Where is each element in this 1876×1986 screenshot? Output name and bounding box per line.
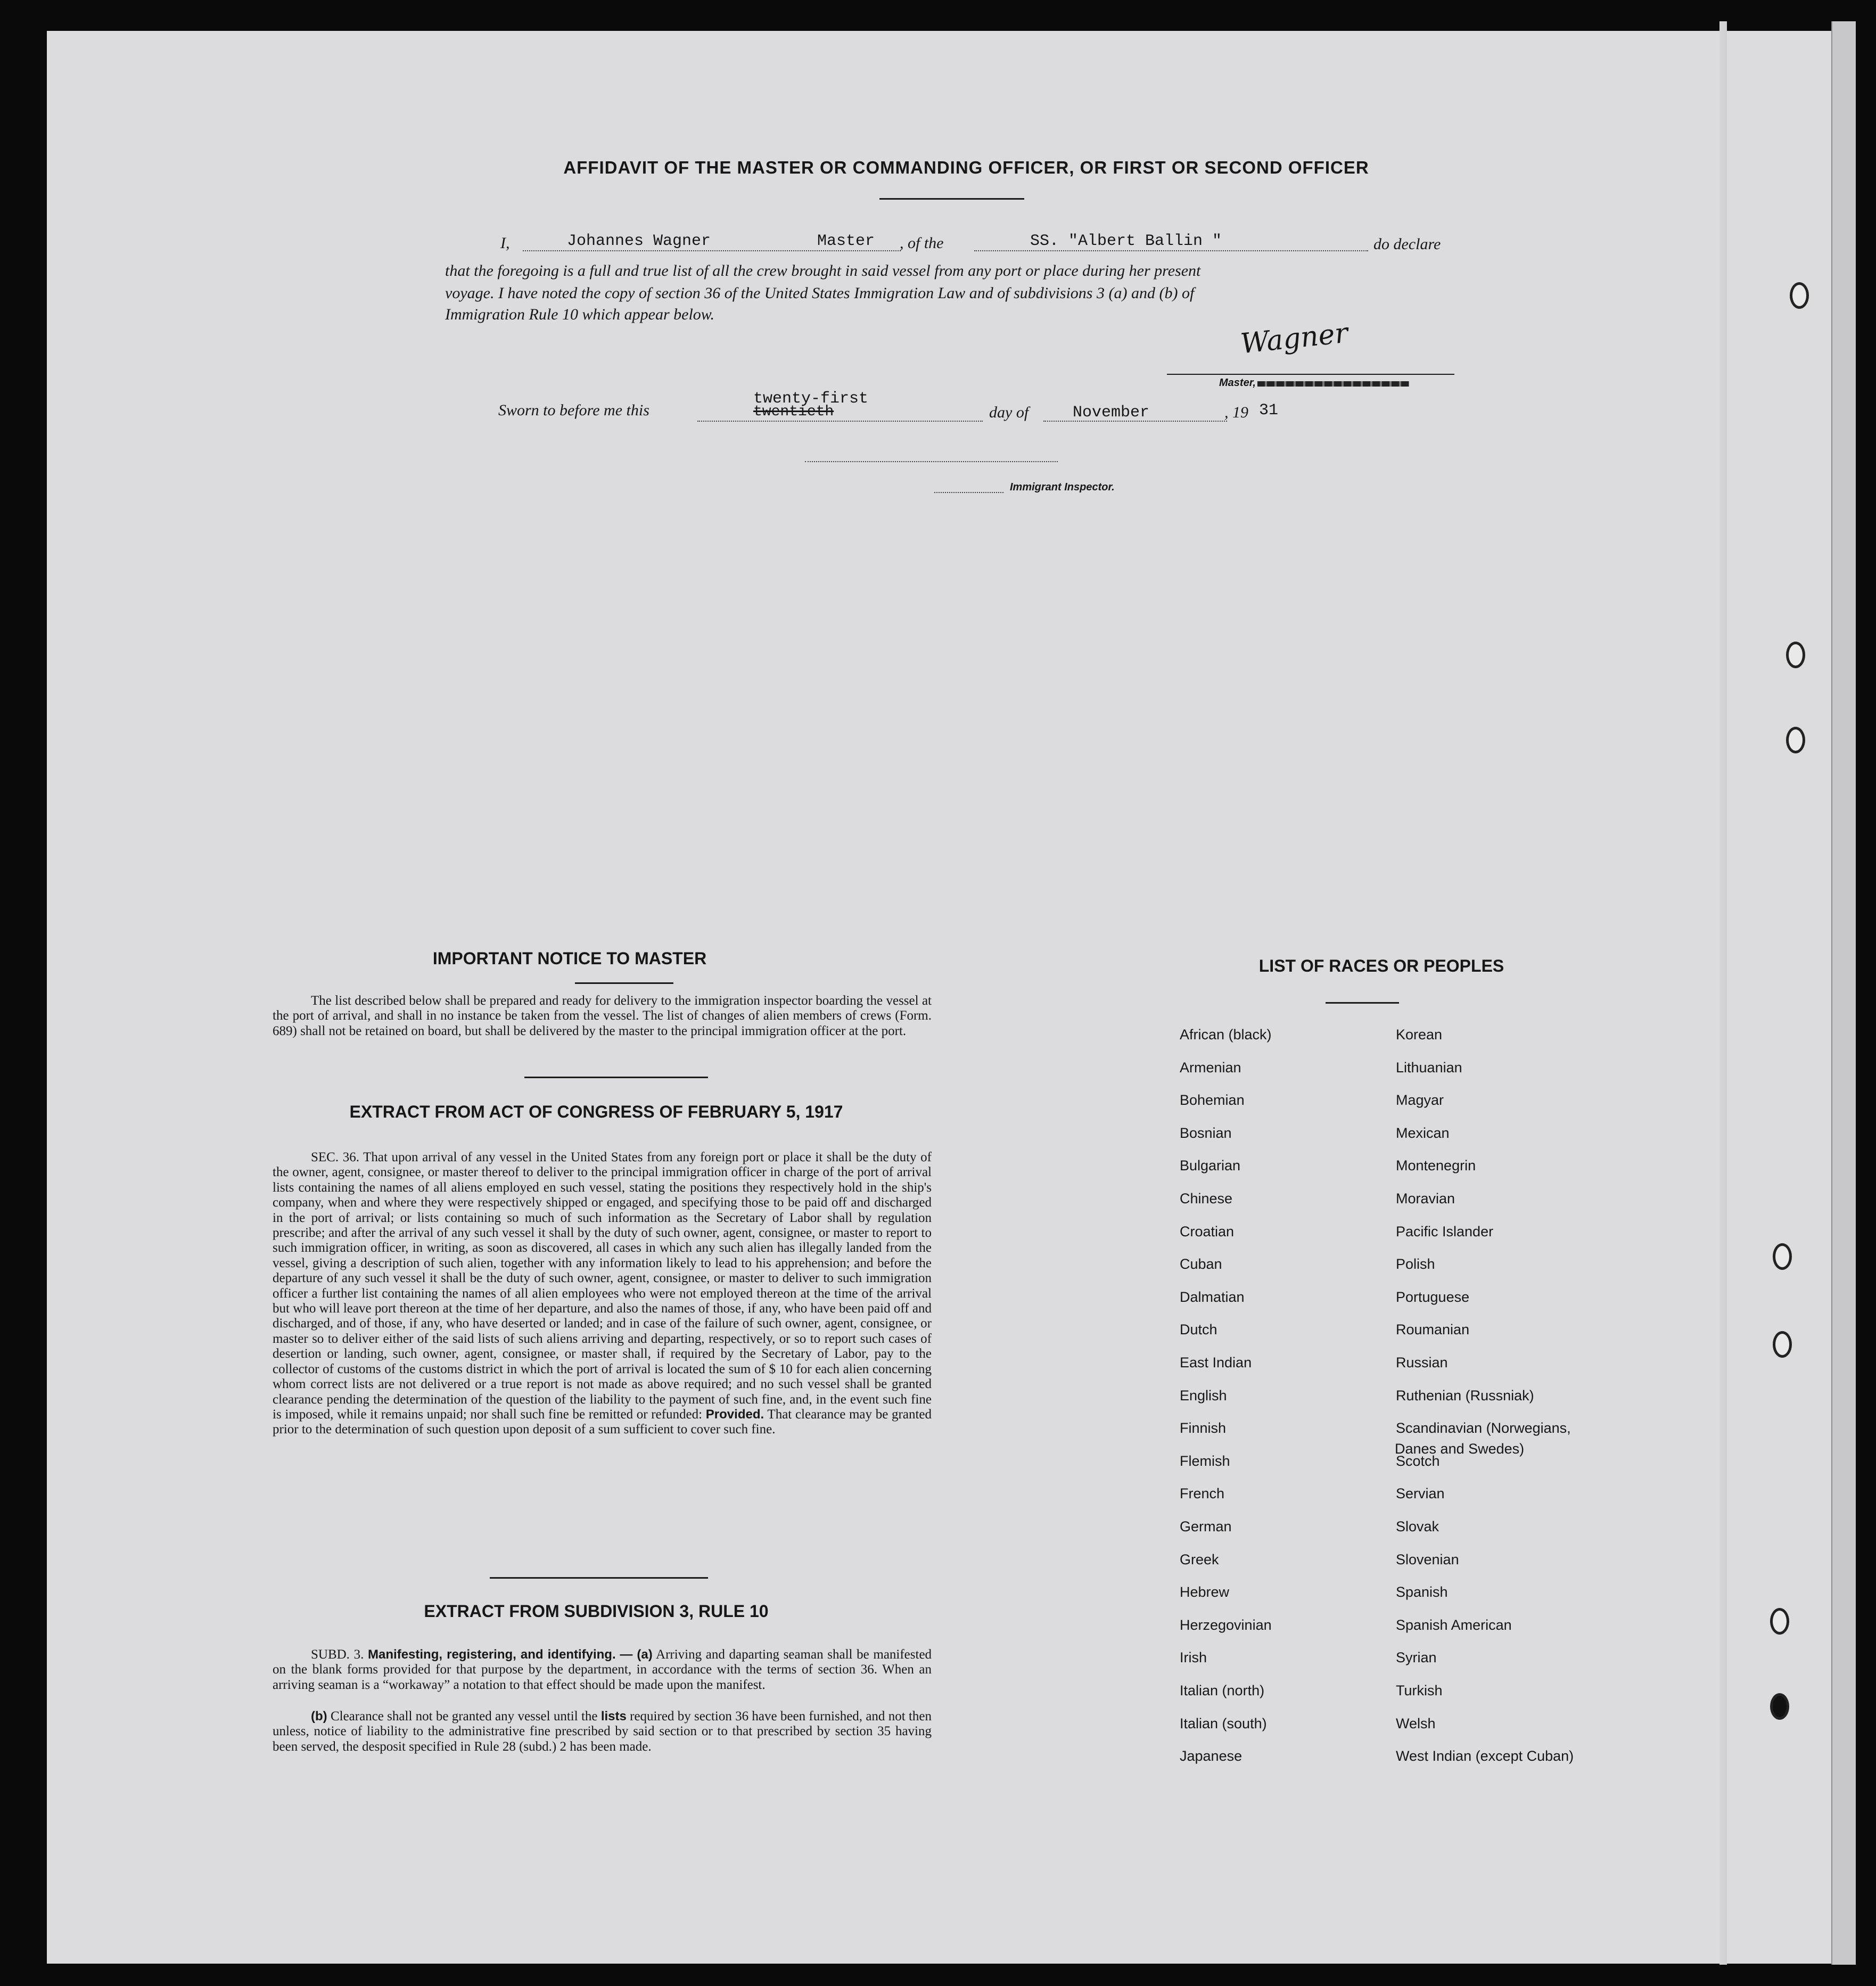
inspector-signature-line	[805, 461, 1058, 462]
binder-hole-icon	[1770, 1608, 1789, 1635]
race-item: Spanish	[1396, 1584, 1448, 1600]
notice-text: The list described below shall be prepared and ready for delivery to the immigration inspector boarding the vessel at the port of arrival, and shall in no instance be taken from the vessel. The list of changes of alien members of crews (Form. 689) shall not be retained on board, but shall be delivered by the master to the principal immigration officer at the port.	[273, 994, 932, 1038]
rule-title: EXTRACT FROM SUBDIVISION 3, RULE 10	[424, 1602, 769, 1621]
rule-subd-a	[273, 1647, 932, 1693]
race-item: Bohemian	[1180, 1092, 1245, 1108]
race-item: Slovak	[1396, 1519, 1439, 1534]
race-item: Croatian	[1180, 1224, 1235, 1240]
race-item: Flemish	[1180, 1453, 1230, 1469]
act-text-main: SEC. 36. That upon arrival of any vessel in the United States from any foreign port or place it shall be the duty of the owner, agent, consignee, or master thereof to deliver to the principal immigration officer in charge of the port of arrival lists containing the names of all aliens employed en such vessel, stating the positions they respectively hold in the ship's company, when and where they were respectively shipped or engaged, and specifying those to be paid off and discharged in the port of arrival; or lists containing so much of such information as the Secretary of Labor shall by regulation prescribe; and after the arrival of any such vessel it shall by the duty of such owner, agent, consignee, or master to report to such immigration officer, in writing, as soon as discovered, all cases in which any such alien has illegally landed from the vessel, giving a description of such alien, together with any information likely to lead to his apprehension; and before the departure of any such vessel it shall be the duty of such owner, agent, consignee, or master to deliver to such immigration officer a further list containing the names of all alien employees who were not employed thereon at the time of the arrival but who will leave port thereon at the time of her departure, and also the names of those, if any, who have been paid off and discharged, and of those, if any, who have deserted or landed; and in case of the failure of such owner, agent, consignee, or master so to deliver either of the said lists of such aliens arriving and departing, respectively, or so to report such cases of desertion or landing, such owner, agent, consignee, or master shall, if required by the Secretary of Labor, pay to the collector of customs of the customs district in which the port of arrival is located the sum of $ 10 for each alien concerning whom correct lists are not delivered or a true report is not made as above required; and no such vessel shall be granted clearance pending the determination of the question of the liability to the payment of such fine, and, in the event such fine is imposed, while it remains unpaid; nor shall such fine be remitted or refunded:	[273, 1150, 932, 1422]
i-label: I,	[500, 234, 510, 252]
race-item: Russian	[1396, 1355, 1448, 1370]
binder-hole-icon	[1773, 1331, 1792, 1358]
race-item: Scotch	[1396, 1453, 1440, 1469]
race-item: Slovenian	[1396, 1552, 1459, 1568]
race-item: Portuguese	[1396, 1289, 1470, 1305]
rule-subd-b	[273, 1709, 932, 1754]
declaration-line-1: that the foregoing is a full and true list of all the crew brought in said vessel from any port or place during her present	[445, 262, 1201, 280]
sworn-year: 31	[1259, 401, 1279, 420]
name-field-line	[523, 250, 901, 251]
race-item: Pacific Islander	[1396, 1224, 1494, 1240]
master-signature: Wagner	[1239, 317, 1350, 360]
binder-hole-icon	[1786, 727, 1805, 753]
race-item: Bosnian	[1180, 1125, 1232, 1141]
race-item: Italian (south)	[1180, 1716, 1267, 1731]
race-item: Cuban	[1180, 1256, 1222, 1272]
race-item: Mexican	[1396, 1125, 1450, 1141]
signature-caption: Master,	[1219, 377, 1256, 389]
race-item: Greek	[1180, 1552, 1219, 1568]
race-item: Montenegrin	[1396, 1158, 1476, 1173]
race-item: Magyar	[1396, 1092, 1444, 1108]
race-item: Irish	[1180, 1649, 1207, 1665]
race-item: Welsh	[1396, 1716, 1436, 1731]
binder-hole-icon	[1770, 1693, 1789, 1720]
master-rank: Master	[817, 232, 875, 250]
race-item: English	[1180, 1388, 1227, 1404]
race-item: Korean	[1396, 1027, 1443, 1043]
subd-b-lists: lists	[600, 1709, 627, 1724]
race-item: Finnish	[1180, 1420, 1227, 1436]
subd-label: SUBD. 3.	[311, 1647, 364, 1662]
binder-hole-icon	[1773, 1243, 1792, 1270]
race-item: French	[1180, 1486, 1225, 1501]
of-the-label: , of the	[900, 234, 944, 252]
subd-b-text-2: required by section 36 have been furnished, and not then unless, notice of liability to the administrative fine prescribed by said section or to that prescribed by section 35 having been served, the desposit specified in Rule 28 (subd.) 2 has been made.	[273, 1709, 932, 1754]
notice-divider	[575, 982, 673, 984]
race-item: Scandinavian (Norwegians,	[1396, 1420, 1571, 1436]
master-name: Johannes Wagner	[567, 232, 711, 250]
inspector-label: Immigrant Inspector.	[1010, 481, 1115, 493]
page-fold-shadow	[1719, 21, 1727, 1965]
sworn-month: November	[1073, 404, 1150, 422]
do-declare-label: do declare	[1373, 235, 1441, 253]
day-field-line	[697, 421, 983, 422]
binder-hole-icon	[1786, 642, 1805, 668]
race-item: Chinese	[1180, 1191, 1233, 1207]
subd-a-text: Arriving and daparting seaman shall be manifested on the blank forms provided for that purpose by the department, in accordance with the terms of section 36. When an arriving seaman is a “workaway” a notation to that effect should be made upon the manifest.	[273, 1647, 932, 1692]
notice-end-divider	[524, 1077, 708, 1078]
race-item: Syrian	[1396, 1649, 1437, 1665]
race-item: German	[1180, 1519, 1232, 1534]
race-item: Turkish	[1396, 1683, 1443, 1698]
race-item: Spanish American	[1396, 1617, 1512, 1633]
declaration-line-3: Immigration Rule 10 which appear below.	[445, 306, 715, 323]
notice-title: IMPORTANT NOTICE TO MASTER	[432, 949, 707, 968]
race-item: East Indian	[1180, 1355, 1252, 1370]
subd-a-label: — (a)	[620, 1647, 653, 1662]
act-title: EXTRACT FROM ACT OF CONGRESS OF FEBRUARY 5, 1917	[349, 1102, 843, 1121]
race-item: Lithuanian	[1396, 1060, 1462, 1076]
year-prefix: , 19	[1224, 404, 1248, 421]
race-item: Polish	[1396, 1256, 1435, 1272]
race-item: Dutch	[1180, 1322, 1217, 1337]
act-end-divider	[490, 1577, 708, 1579]
race-item: Italian (north)	[1180, 1683, 1265, 1698]
sworn-label: Sworn to before me this	[498, 401, 649, 419]
race-item: Ruthenian (Russniak)	[1396, 1388, 1534, 1404]
race-item: Japanese	[1180, 1748, 1243, 1764]
race-item: African (black)	[1180, 1027, 1272, 1043]
race-item: Servian	[1396, 1486, 1445, 1501]
race-item: Dalmatian	[1180, 1289, 1245, 1305]
subd-b-text-1: Clearance shall not be granted any vessel until the	[330, 1709, 598, 1724]
race-item: Moravian	[1396, 1191, 1455, 1207]
races-divider	[1326, 1002, 1399, 1004]
sworn-day: twenty-first	[753, 390, 869, 408]
race-item: West Indian (except Cuban)	[1396, 1748, 1574, 1764]
race-item: Hebrew	[1180, 1584, 1230, 1600]
page-edge	[1831, 21, 1856, 1965]
signature-line	[1167, 374, 1454, 375]
act-text-provided: Provided.	[705, 1407, 764, 1422]
affidavit-title: AFFIDAVIT OF THE MASTER OR COMMANDING OFFICER, OR FIRST OR SECOND OFFICER	[563, 158, 1369, 177]
race-item: Bulgarian	[1180, 1158, 1241, 1173]
race-item: Armenian	[1180, 1060, 1241, 1076]
vessel-name: SS. "Albert Ballin "	[1030, 232, 1222, 250]
binder-hole-icon	[1790, 282, 1809, 309]
race-item: Roumanian	[1396, 1322, 1470, 1337]
struck-text-redaction	[1257, 381, 1409, 387]
race-item: Herzegovinian	[1180, 1617, 1272, 1633]
declaration-line-2: voyage. I have noted the copy of section 36 of the United States Immigration Law and of subdivisions 3 (a) and (b) of	[445, 284, 1195, 302]
day-of-label: day of	[989, 404, 1029, 421]
races-title: LIST OF RACES OR PEOPLES	[1258, 956, 1504, 975]
subd-b-label: (b)	[311, 1709, 327, 1724]
act-text	[273, 1150, 932, 1438]
sworn-day-struck: twentieth	[753, 404, 834, 420]
act-text-tail: That clearance may be granted prior to the determination of such question upon deposit of a sum sufficient to cover such fine.	[273, 1407, 932, 1437]
title-divider	[879, 198, 1024, 200]
subd-heading: Manifesting, registering, and identifying.	[368, 1647, 616, 1662]
vessel-field-line	[974, 250, 1368, 251]
inspector-field-line	[934, 492, 1003, 493]
race-item-continuation: Danes and Swedes)	[1395, 1441, 1525, 1457]
